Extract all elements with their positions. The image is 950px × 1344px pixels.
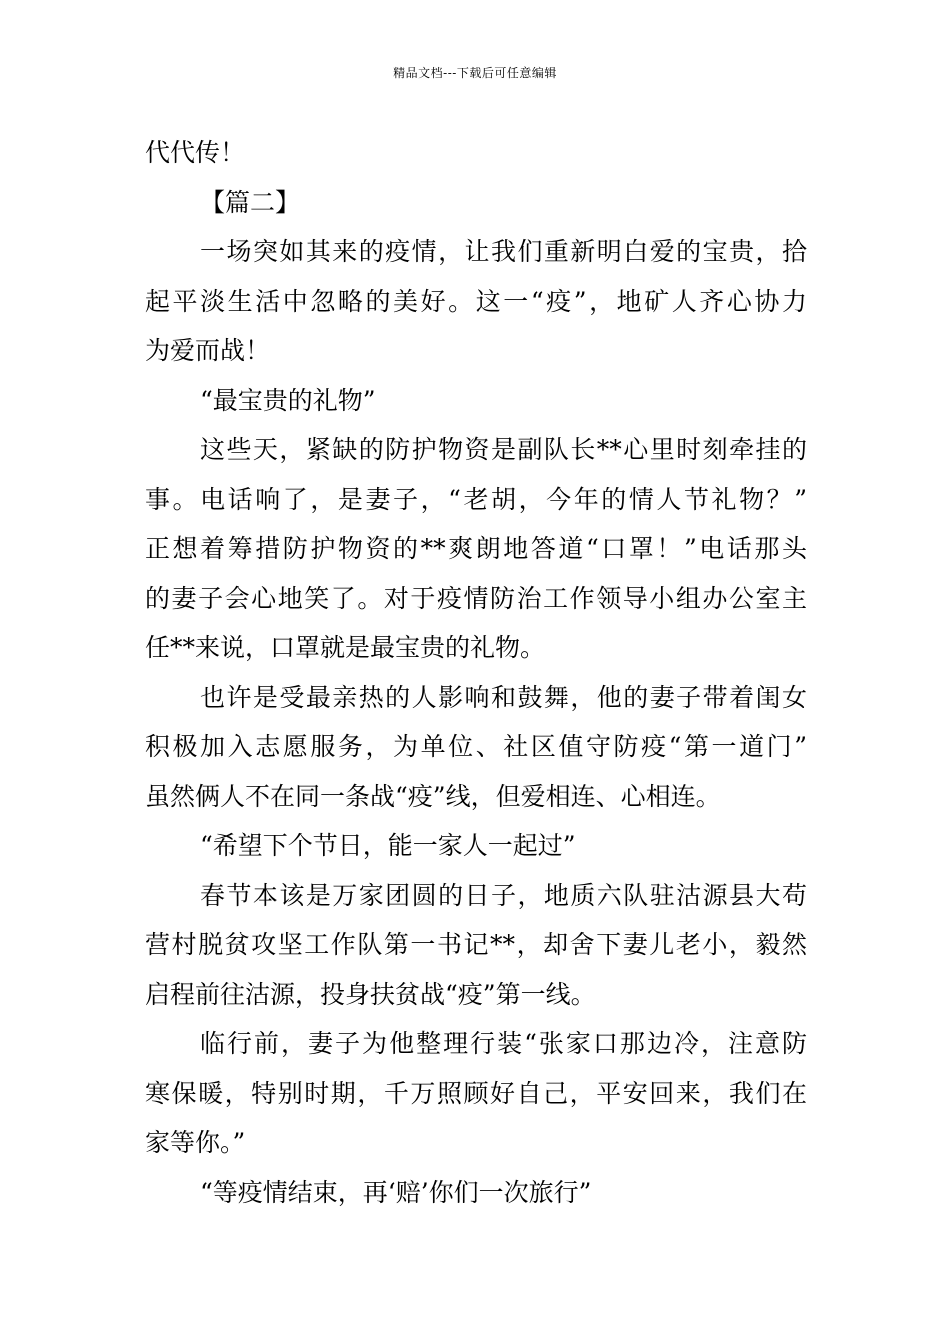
text-line: 虽然俩人不在同一条战“疫”线，但爱相连、心相连。 — [145, 781, 721, 811]
text-line: 营村脱贫攻坚工作队第一书记**，却舍下妻儿老小，毅然 — [145, 930, 807, 959]
text-line: 寒保暖，特别时期，千万照顾好自己，平安回来，我们在 — [145, 1078, 807, 1108]
subheading: “希望下个节日，能一家人一起过” — [200, 831, 576, 860]
text-line: 事。电话响了，是妻子，“老胡，今年的情人节礼物？” — [145, 484, 807, 514]
text-line: 春节本该是万家团圆的日子，地质六队驻沽源县大苟 — [200, 880, 807, 910]
text-line: 也许是受最亲热的人影响和鼓舞，他的妻子带着闺女 — [200, 682, 807, 712]
text-line: 这些天，紧缺的防护物资是副队长**心里时刻牵挂的 — [200, 435, 807, 464]
text-line: 积极加入志愿服务，为单位、社区值守防疫“第一道门” — [145, 732, 807, 761]
text-line: 任**来说，口罩就是最宝贵的礼物。 — [145, 633, 546, 662]
text-line: 家等你。” — [145, 1128, 246, 1157]
text-line: 为爱而战！ — [145, 336, 271, 365]
text-line: 临行前，妻子为他整理行装“张家口那边冷，注意防 — [200, 1029, 807, 1058]
body-text — [145, 128, 807, 1217]
section-heading: 【篇二】 — [200, 187, 301, 217]
text-line: 一场突如其来的疫情，让我们重新明白爱的宝贵，拾 — [200, 237, 807, 266]
subheading: “等疫情结束，再‘赔’你们一次旅行” — [200, 1177, 592, 1207]
page-header: 精品文档---下载后可任意编辑 — [393, 66, 557, 80]
text-line: 起平淡生活中忽略的美好。这一“疫”，地矿人齐心协力 — [145, 286, 807, 316]
text-line: 正想着筹措防护物资的**爽朗地答道“口罩！”电话那头 — [145, 534, 807, 563]
text-line: 代代传！ — [145, 138, 246, 167]
text-line: 启程前往沽源，投身扶贫战“疫”第一线。 — [145, 979, 596, 1009]
text-line: 的妻子会心地笑了。对于疫情防治工作领导小组办公室主 — [145, 583, 807, 613]
subheading: “最宝贵的礼物” — [200, 385, 376, 415]
